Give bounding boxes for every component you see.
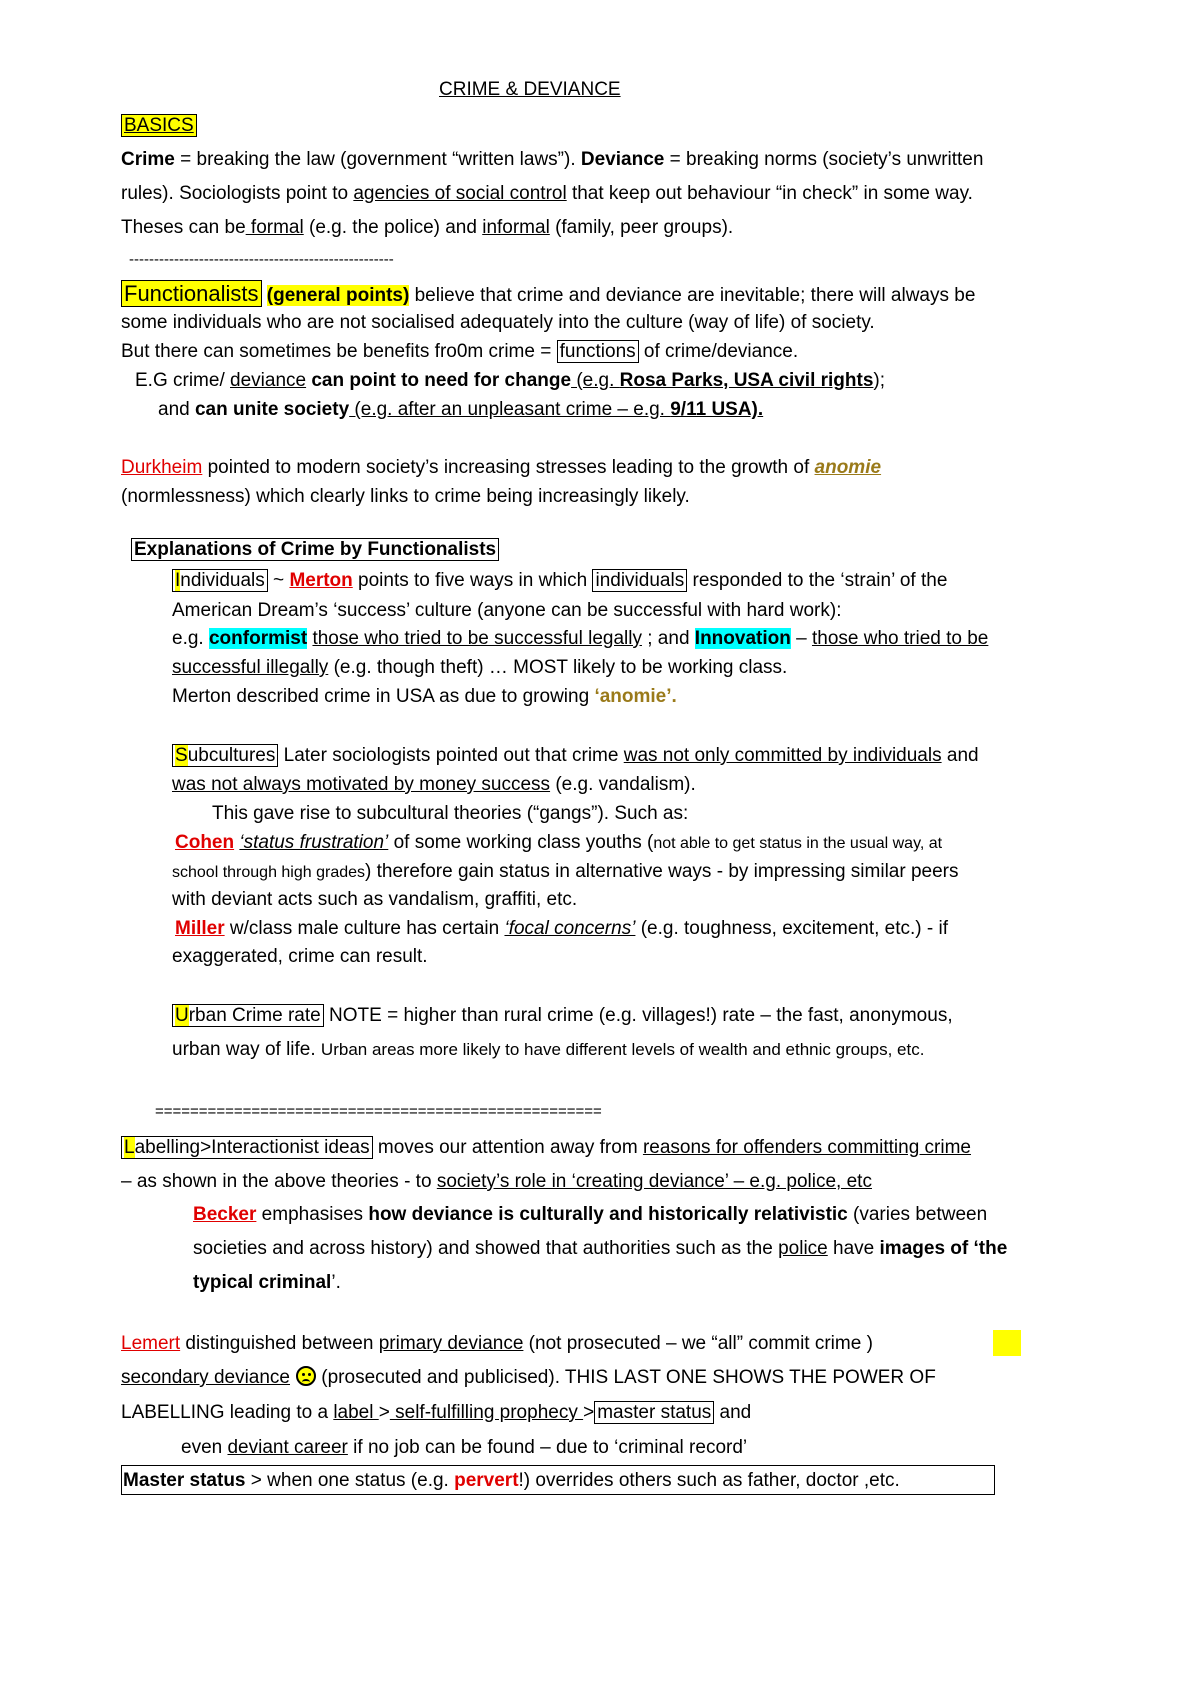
text: > when one status (e.g.	[245, 1470, 455, 1491]
text: = breaking norms (society’s unwritten	[664, 149, 984, 170]
functions-term: functions	[557, 340, 639, 363]
change-point: can point to need for change	[306, 370, 572, 391]
sad-face-icon	[296, 1366, 316, 1386]
text: those who tried to be	[811, 628, 989, 649]
individuals-line-3	[172, 627, 988, 651]
text: and	[941, 745, 979, 766]
text: if no job can be found – due to ‘criminal record’	[347, 1437, 748, 1458]
lemert-line-3	[121, 1401, 751, 1425]
labelling-line-1	[121, 1136, 971, 1160]
text: those who tried to be successful legally	[312, 628, 642, 649]
lemert-line-1	[121, 1332, 873, 1356]
text: society’s role in ‘creating deviance’ – e.g. police, etc	[436, 1171, 872, 1192]
basics-heading: BASICS	[121, 114, 197, 137]
text: school through high grades	[172, 864, 366, 881]
subcultures-line-6: with deviant acts such as vandalism, graffiti, etc.	[172, 889, 578, 910]
anomie-term: ‘anomie’.	[594, 686, 677, 707]
urban-line-2	[172, 1038, 924, 1062]
text: But there can sometimes be benefits fro0m crime =	[121, 341, 557, 362]
text: ’.	[331, 1272, 341, 1293]
urban-line-1	[172, 1004, 953, 1028]
miller-name: Miller	[175, 918, 225, 939]
text: LABELLING leading to a	[121, 1402, 334, 1423]
text: distinguished between	[180, 1333, 379, 1354]
text: even	[181, 1437, 228, 1458]
page-title	[439, 78, 621, 102]
conformist-term: conformist	[208, 628, 308, 649]
text: believe that crime and deviance are inevitable; there will always be	[409, 285, 976, 306]
text: responded to the ‘strain’ of the	[687, 570, 948, 591]
text: NOTE = higher than rural crime (e.g. villages!) rate – the fast, anonymous,	[323, 1005, 953, 1026]
nine-eleven-example: 9/11 USA).	[670, 399, 764, 420]
functionalists-line-1	[121, 282, 975, 308]
text: !) overrides others such as father, doctor ,etc.	[518, 1470, 900, 1491]
individuals-line-5	[172, 685, 677, 709]
functionalists-line-3	[121, 340, 798, 364]
text: was not only committed by individuals	[623, 745, 942, 766]
text: ~	[267, 570, 290, 591]
text: societies and across history) and showed that authorities such as the	[193, 1238, 779, 1259]
functionalists-heading: Functionalists	[121, 280, 262, 307]
text: – as shown in the above theories - to	[121, 1171, 437, 1192]
unite-society-point: can unite society	[194, 399, 350, 420]
subcultures-line-2	[172, 773, 696, 797]
text: ) therefore gain status in alternative ways - by impressing similar peers	[365, 861, 959, 882]
text: Later sociologists pointed out that crime	[278, 745, 624, 766]
text: moves our attention away from	[372, 1137, 643, 1158]
text: was not always motivated by money success	[172, 774, 551, 795]
text: Urban areas more likely to have different levels of wealth and ethnic groups, etc.	[320, 1040, 925, 1059]
text: (e.g. toughness, excitement, etc.) - if	[635, 918, 949, 939]
text: (e.g. the police) and	[303, 217, 483, 238]
explanations-heading-line	[131, 538, 499, 562]
functionalists-line-2: some individuals who are not socialised adequately into the culture (way of life) of society.	[121, 312, 875, 333]
subcultures-line-3: This gave rise to subcultural theories (“gangs”). Such as:	[212, 803, 689, 824]
focal-concerns-term: ‘focal concerns’	[504, 918, 636, 939]
lemert-line-2	[121, 1366, 936, 1390]
informal-term: informal	[482, 217, 550, 238]
text: >	[583, 1402, 595, 1423]
subcultures-initial: S	[175, 745, 188, 766]
individuals-line-4	[172, 656, 787, 680]
text: ; and	[641, 628, 695, 649]
pervert-term: pervert	[454, 1470, 519, 1491]
text: have	[827, 1238, 880, 1259]
divider-equals: ===================================================	[155, 1103, 602, 1120]
text: (not prosecuted – we “all” commit crime )	[523, 1333, 873, 1354]
text: images of ‘the	[879, 1238, 1008, 1259]
master-status-label: Master status	[123, 1470, 246, 1491]
text: reasons for offenders committing crime	[642, 1137, 971, 1158]
text: Merton described crime in USA as due to growing	[172, 686, 595, 707]
labelling-initial: L	[124, 1137, 135, 1158]
text: E.G crime/	[135, 370, 231, 391]
divider-dashes: -----------------------------------------------------	[129, 251, 394, 268]
text: (family, peer groups).	[549, 217, 734, 238]
text: (e.g. vandalism).	[550, 774, 696, 795]
rosa-parks-example: Rosa Parks, USA civil rights	[619, 370, 874, 391]
text: );	[873, 370, 886, 391]
labelling-line-4	[193, 1237, 1007, 1261]
durkheim-line-2: (normlessness) which clearly links to crime being increasingly likely.	[121, 486, 690, 507]
subcultures-heading: ubcultures	[187, 745, 276, 766]
durkheim-line-1	[121, 456, 881, 480]
master-status-line	[123, 1469, 900, 1493]
basics-heading-line	[121, 114, 197, 138]
text: (e.g. though theft) … MOST likely to be working class.	[328, 657, 788, 678]
general-points-label: (general points)	[266, 285, 410, 306]
text: that keep out behaviour “in check” in some way.	[566, 183, 973, 204]
text: typical criminal	[193, 1272, 332, 1293]
deviance-term: deviance	[230, 370, 307, 391]
lemert-name: Lemert	[121, 1333, 181, 1354]
smiley-icon	[993, 1330, 1021, 1356]
individuals-initial: I	[175, 570, 181, 591]
merton-name: Merton	[289, 570, 353, 591]
lemert-line-4	[181, 1436, 747, 1460]
functionalists-line-5	[158, 398, 763, 422]
text: and	[714, 1402, 752, 1423]
text: (e.g.	[571, 370, 620, 391]
basics-line-3	[121, 216, 733, 240]
deviant-career-term: deviant career	[227, 1437, 348, 1458]
text: points to five ways in which	[352, 570, 593, 591]
cohen-name: Cohen	[175, 832, 235, 853]
text: pointed to modern society’s increasing stresses leading to the growth of	[202, 457, 815, 478]
text: –	[790, 628, 812, 649]
subcultures-line-1	[172, 744, 979, 768]
secondary-deviance-term: secondary deviance	[121, 1367, 290, 1388]
subcultures-line-5	[172, 860, 959, 885]
relativistic-point: how deviance is culturally and historically relativistic	[368, 1204, 848, 1225]
individuals-line-2: American Dream’s ‘success’ culture (anyone can be successful with hard work):	[172, 600, 842, 621]
subcultures-line-4	[175, 831, 942, 856]
status-frustration-term: ‘status frustration’	[239, 832, 389, 853]
label-term: label	[333, 1402, 379, 1423]
primary-deviance-term: primary deviance	[378, 1333, 524, 1354]
durkheim-name: Durkheim	[121, 457, 203, 478]
text: of some working class youths (	[388, 832, 654, 853]
text: and	[158, 399, 195, 420]
text: successful illegally	[172, 657, 329, 678]
text: (varies between	[847, 1204, 988, 1225]
title-text: CRIME & DEVIANCE	[439, 79, 621, 100]
functionalists-line-4	[135, 369, 885, 393]
text: Theses can be	[121, 217, 246, 238]
individuals-term: individuals	[592, 569, 687, 592]
text: e.g.	[172, 628, 209, 649]
text: = breaking the law (government “written laws”).	[174, 149, 581, 170]
master-status-term: master status	[594, 1401, 714, 1424]
urban-initial: U	[175, 1005, 189, 1026]
labelling-line-2	[121, 1170, 872, 1194]
text: of crime/deviance.	[638, 341, 799, 362]
labelling-heading: abelling>Interactionist ideas	[134, 1137, 370, 1158]
text: not able to get status in the usual way, at	[653, 835, 943, 852]
individuals-line-1	[172, 569, 947, 593]
crime-term: Crime	[121, 149, 175, 170]
anomie-term: anomie	[814, 457, 882, 478]
text: (e.g. after an unpleasant crime – e.g.	[349, 399, 671, 420]
deviance-term: Deviance	[580, 149, 665, 170]
individuals-heading: ndividuals	[180, 570, 265, 591]
basics-line-1	[121, 148, 983, 172]
text: urban way of life.	[172, 1039, 321, 1060]
text: w/class male culture has certain	[224, 918, 505, 939]
text: rules). Sociologists point to	[121, 183, 354, 204]
subcultures-line-7	[175, 917, 948, 941]
social-control-term: agencies of social control	[353, 183, 567, 204]
becker-name: Becker	[193, 1204, 257, 1225]
labelling-line-3	[193, 1203, 987, 1227]
text: (prosecuted and publicised). THIS LAST ONE SHOWS THE POWER OF	[316, 1367, 936, 1388]
basics-line-2	[121, 182, 973, 206]
self-fulfilling-prophecy-term: self-fulfilling prophecy	[389, 1402, 584, 1423]
explanations-heading: Explanations of Crime by Functionalists	[131, 538, 499, 561]
subcultures-line-8: exaggerated, crime can result.	[172, 946, 428, 967]
urban-heading: rban Crime rate	[188, 1005, 321, 1026]
innovation-term: Innovation	[694, 628, 791, 649]
formal-term: formal	[245, 217, 304, 238]
text: emphasises	[256, 1204, 369, 1225]
labelling-line-5	[193, 1271, 341, 1295]
police-term: police	[778, 1238, 828, 1259]
text: >	[378, 1402, 390, 1423]
